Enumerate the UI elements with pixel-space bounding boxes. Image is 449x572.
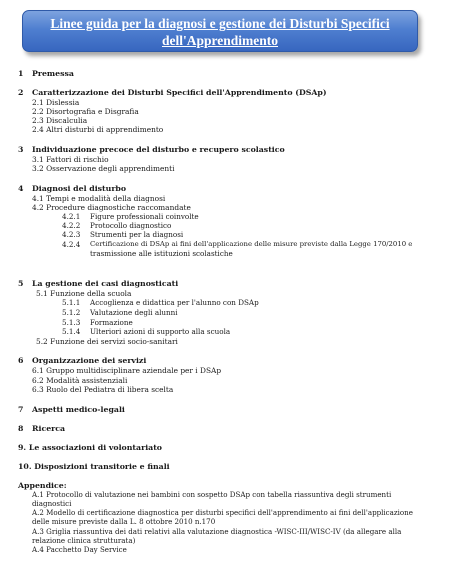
section-2-3: 2.3 Discalculia [32, 116, 88, 125]
section-2-4: 2.4 Altri disturbi di apprendimento [32, 125, 164, 134]
section-7-number: 7 [18, 405, 24, 414]
section-4-2-2-number: 4.2.2 [62, 221, 81, 230]
section-7-title: Aspetti medico-legali [32, 405, 125, 414]
appendix-a2: A.2 Modello di certificazione diagnostica per disturbi specifici dell'apprendimento ai fini dell'applicazione [32, 508, 413, 517]
section-2-number: 2 [18, 88, 24, 97]
section-4-2-4-title-cont: trasmissione alle istituzioni scolastiche [90, 249, 233, 258]
appendix-title: Appendice: [18, 481, 67, 490]
section-2-2: 2.2 Disortografia e Disgrafia [32, 107, 139, 116]
section-3-2: 3.2 Osservazione degli apprendimenti [32, 164, 175, 173]
appendix-a4: A.4 Pacchetto Day Service [32, 545, 127, 554]
section-1-number: 1 [18, 69, 24, 78]
section-6-title: Organizzazione dei servizi [32, 356, 147, 365]
appendix-a2-cont: delle misure previste dalla L. 8 ottobre 2010 n.170 [32, 517, 216, 526]
title-line-1: Linee guida per la diagnosi e gestione dei Disturbi Specifici [50, 16, 390, 31]
appendix-a3-cont: relazione clinica strutturata) [32, 536, 136, 545]
section-4-2-3-title: Strumenti per la diagnosi [90, 230, 184, 239]
section-4-2-4-title: Certificazione di DSAp ai fini dell'applicazione delle misure previste dalla Legge 170/2010 e [90, 240, 413, 248]
section-5-1-2-title: Valutazione degli alunni [90, 308, 178, 317]
section-2-title: Caratterizzazione dei Disturbi Specifici dell'Apprendimento (DSAp) [32, 88, 327, 97]
section-3-1: 3.1 Fattori di rischio [32, 155, 109, 164]
section-6-3: 6.3 Ruolo del Pediatra di libera scelta [32, 385, 174, 394]
section-6-2: 6.2 Modalità assistenziali [32, 376, 128, 385]
appendix-a1: A.1 Protocollo di valutazione nei bambini con sospetto DSAp con tabella riassuntiva degli strumenti [32, 490, 392, 499]
section-4-number: 4 [18, 184, 24, 193]
section-5-1-1-number: 5.1.1 [62, 298, 81, 307]
section-4-2-1-title: Figure professionali coinvolte [90, 212, 199, 221]
section-3-title: Individuazione precoce del disturbo e recupero scolastico [32, 145, 285, 154]
section-2-1: 2.1 Dislessia [32, 98, 80, 107]
section-5-2: 5.2 Funzione dei servizi socio-sanitari [36, 337, 178, 346]
section-4-2-3-number: 4.2.3 [62, 230, 81, 239]
section-5-number: 5 [18, 279, 24, 288]
title-line-2: dell'Apprendimento [161, 33, 278, 48]
section-4-title: Diagnosi del disturbo [32, 184, 127, 193]
appendix-a3: A.3 Griglia riassuntiva dei dati relativi alla valutazione diagnostica -WISC-III/WISC-IV (da allegare alla [32, 527, 402, 536]
section-5-1-2-number: 5.1.2 [62, 308, 81, 317]
section-3-number: 3 [18, 145, 24, 154]
section-5-1-1-title: Accoglienza e didattica per l'alunno con DSAp [90, 298, 259, 307]
section-9-title: 9. Le associazioni di volontariato [18, 443, 163, 452]
section-1-title: Premessa [32, 69, 74, 78]
section-5-1-3-title: Formazione [90, 318, 133, 327]
section-4-2-1-number: 4.2.1 [62, 212, 81, 221]
section-5-title: La gestione dei casi diagnosticati [32, 279, 179, 288]
section-6-number: 6 [18, 356, 24, 365]
section-5-1-3-number: 5.1.3 [62, 318, 81, 327]
section-4-2: 4.2 Procedure diagnostiche raccomandate [32, 203, 191, 212]
section-5-1: 5.1 Funzione della scuola [36, 289, 132, 298]
section-5-1-4-number: 5.1.4 [62, 327, 81, 336]
section-5-1-4-title: Ulteriori azioni di supporto alla scuola [90, 327, 231, 336]
section-4-2-2-title: Protocollo diagnostico [90, 221, 172, 230]
appendix-a1-cont: diagnostici [32, 499, 72, 508]
section-4-2-4-number: 4.2.4 [62, 240, 81, 249]
section-4-1: 4.1 Tempi e modalità della diagnosi [32, 194, 166, 203]
section-10-title: 10. Disposizioni transitorie e finali [18, 462, 170, 471]
section-8-title: Ricerca [32, 424, 66, 433]
section-8-number: 8 [18, 424, 24, 433]
section-6-1: 6.1 Gruppo multidisciplinare aziendale per i DSAp [32, 366, 222, 375]
